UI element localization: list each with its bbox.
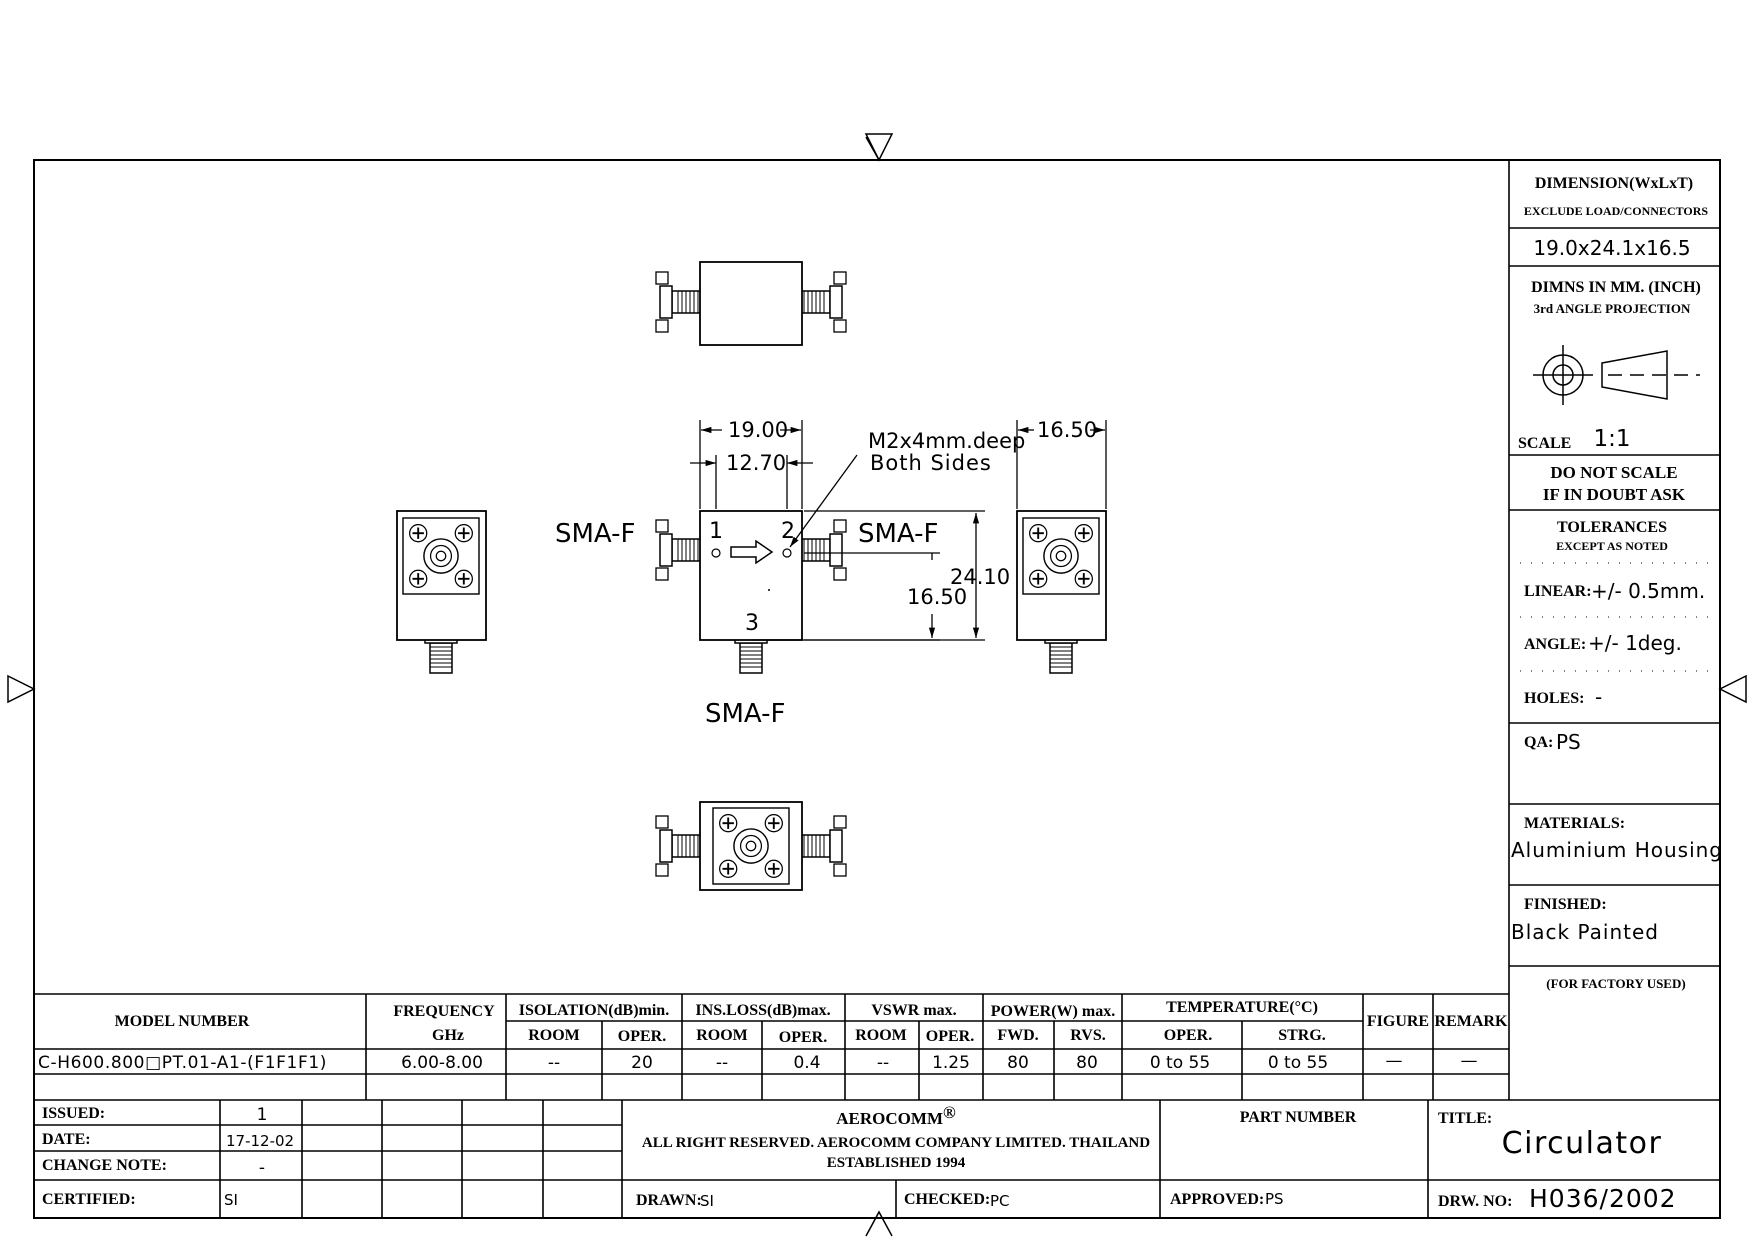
- th-power: POWER(W) max.: [990, 1003, 1116, 1020]
- dim-hole-spacing: 12.70: [726, 451, 787, 475]
- dim-port3-offset: 16.50: [907, 585, 968, 609]
- cell-temp-oper: 0 to 55: [1149, 1053, 1211, 1073]
- left-side-view: [397, 511, 486, 673]
- th-isolation: ISOLATION(dB)min.: [518, 1002, 670, 1019]
- dimension-value: 19.0x24.1x16.5: [1533, 236, 1691, 260]
- tolerances-label: TOLERANCES: [1557, 519, 1667, 536]
- cell-figure: —: [1385, 1051, 1403, 1071]
- view-annotations: [555, 418, 1097, 729]
- th-iso-oper: OPER.: [617, 1028, 667, 1045]
- except-as-noted: EXCEPT AS NOTED: [1556, 539, 1668, 553]
- cell-pwr-fwd: 80: [1007, 1053, 1029, 1073]
- qa-value: PS: [1556, 730, 1581, 754]
- th-temp-strg: STRG.: [1278, 1027, 1326, 1044]
- th-insloss: INS.LOSS(dB)max.: [695, 1002, 831, 1019]
- cell-pwr-rvs: 80: [1076, 1053, 1098, 1073]
- materials-value: Aluminium Housing: [1511, 838, 1723, 862]
- projection-symbol: [1533, 345, 1700, 405]
- th-pwr-rvs: RVS.: [1070, 1027, 1106, 1044]
- cell-temp-strg: 0 to 55: [1267, 1053, 1329, 1073]
- th-il-oper: OPER.: [778, 1029, 828, 1046]
- cell-iso-room: --: [547, 1053, 561, 1073]
- qa-label: QA:: [1524, 734, 1554, 751]
- th-frequency-unit: GHz: [432, 1027, 464, 1044]
- cell-model: C-H600.800□PT.01-A1-(F1F1F1): [38, 1053, 327, 1073]
- materials-label: MATERIALS:: [1524, 815, 1626, 832]
- rights-text: ALL RIGHT RESERVED. AEROCOMM COMPANY LIMITED. THAILAND: [641, 1135, 1151, 1151]
- issued-value: 1: [256, 1105, 268, 1125]
- change-note-value: -: [258, 1158, 266, 1178]
- issued-label: ISSUED:: [42, 1105, 106, 1122]
- th-vswr: VSWR max.: [871, 1002, 957, 1019]
- note-thread: M2x4mm.deep: [868, 429, 1026, 453]
- dimension-sub: EXCLUDE LOAD/CONNECTORS: [1523, 204, 1709, 218]
- do-not-scale: DO NOT SCALE: [1550, 463, 1678, 482]
- th-vswr-oper: OPER.: [925, 1028, 975, 1045]
- cell-remark: —: [1460, 1051, 1478, 1071]
- if-in-doubt: IF IN DOUBT ASK: [1542, 485, 1686, 504]
- port-2-label: 2: [781, 519, 795, 544]
- connector-bottom-label: SMA-F: [705, 699, 786, 729]
- certified-label: CERTIFIED:: [42, 1191, 136, 1208]
- certified-value: SI: [224, 1191, 238, 1209]
- date-value: 17-12-02: [226, 1132, 295, 1150]
- cell-vswr-oper: 1.25: [932, 1053, 970, 1073]
- drw-no-value: H036/2002: [1529, 1184, 1677, 1213]
- th-temperature: TEMPERATURE(°C): [1166, 999, 1318, 1016]
- approved-value: PS: [1265, 1190, 1284, 1208]
- part-number-label: PART NUMBER: [1239, 1109, 1357, 1126]
- finished-value: Black Painted: [1511, 920, 1659, 944]
- linear-label: LINEAR:: [1524, 583, 1592, 600]
- cell-frequency: 6.00-8.00: [401, 1053, 483, 1073]
- scale-label: SCALE: [1518, 435, 1572, 452]
- th-figure: FIGURE: [1366, 1013, 1430, 1030]
- dim-width: 19.00: [728, 418, 789, 442]
- holes-value: -: [1595, 685, 1603, 709]
- dim-thickness: 16.50: [1037, 418, 1098, 442]
- drawn-label: DRAWN:: [636, 1192, 702, 1209]
- drawn-value: SI: [700, 1192, 714, 1210]
- angle-value: +/- 1deg.: [1588, 631, 1682, 655]
- cell-iso-oper: 20: [631, 1053, 653, 1073]
- cell-il-oper: 0.4: [793, 1053, 821, 1073]
- th-remark: REMARK: [1434, 1013, 1508, 1030]
- title-value: Circulator: [1501, 1126, 1663, 1161]
- linear-value: +/- 0.5mm.: [1591, 579, 1706, 603]
- angle-label: ANGLE:: [1524, 636, 1587, 653]
- th-iso-room: ROOM: [528, 1027, 580, 1044]
- th-vswr-room: ROOM: [855, 1027, 907, 1044]
- title-block: [34, 1100, 1720, 1218]
- scale-value: 1:1: [1593, 426, 1631, 452]
- checked-label: CHECKED:: [904, 1191, 991, 1208]
- title-label: TITLE:: [1438, 1110, 1493, 1127]
- th-pwr-fwd: FWD.: [997, 1027, 1039, 1044]
- holes-label: HOLES:: [1524, 690, 1585, 707]
- established-text: ESTABLISHED 1994: [826, 1155, 966, 1171]
- company-name: AEROCOMM®: [836, 1103, 956, 1128]
- th-temp-oper: OPER.: [1163, 1027, 1213, 1044]
- drw-no-label: DRW. NO:: [1438, 1193, 1513, 1210]
- projection-label: 3rd ANGLE PROJECTION: [1533, 301, 1691, 316]
- th-il-room: ROOM: [696, 1027, 748, 1044]
- port-3-label: 3: [745, 611, 759, 636]
- dimension-title: DIMENSION(WxLxT): [1534, 175, 1694, 192]
- side-panel: [1509, 160, 1723, 1100]
- date-label: DATE:: [42, 1131, 91, 1148]
- cell-il-room: --: [715, 1053, 729, 1073]
- factory-used: (FOR FACTORY USED): [1546, 976, 1686, 991]
- spec-table: [34, 994, 1720, 1100]
- note-sides: Both Sides: [870, 451, 992, 475]
- dimns-title: DIMNS IN MM. (INCH): [1531, 279, 1701, 296]
- finished-label: FINISHED:: [1524, 896, 1607, 913]
- top-view: [656, 262, 846, 345]
- port-1-label: 1: [709, 519, 723, 544]
- right-side-view: [1017, 511, 1106, 673]
- change-note-label: CHANGE NOTE:: [42, 1157, 167, 1174]
- checked-value: PC: [990, 1192, 1010, 1210]
- connector-left-label: SMA-F: [555, 519, 636, 549]
- dim-length: 24.10: [950, 565, 1011, 589]
- approved-label: APPROVED:: [1170, 1191, 1265, 1208]
- th-frequency: FREQUENCY: [393, 1003, 495, 1020]
- bottom-view: [656, 802, 846, 890]
- front-view: [656, 511, 846, 673]
- cell-vswr-room: --: [876, 1053, 890, 1073]
- connector-right-label: SMA-F: [858, 519, 939, 549]
- th-model: MODEL NUMBER: [114, 1013, 250, 1030]
